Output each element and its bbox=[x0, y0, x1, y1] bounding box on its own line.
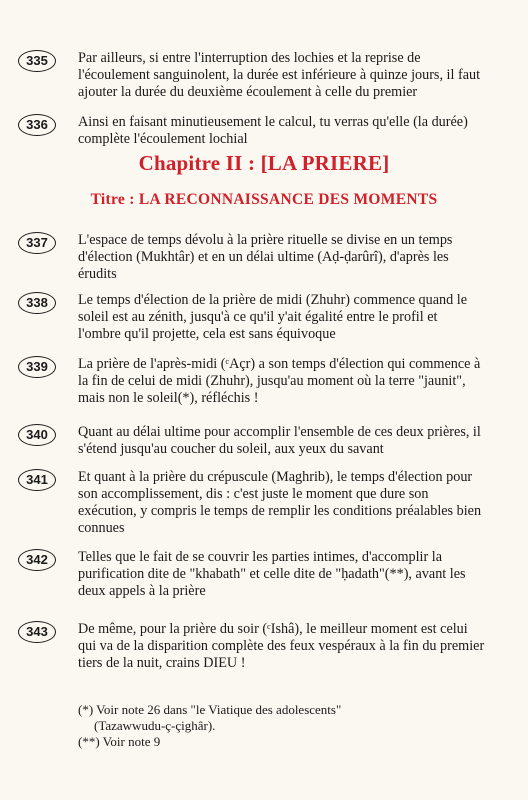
text-line: mais non le soleil(*), réfléchis ! bbox=[78, 390, 259, 406]
text-line: érudits bbox=[78, 266, 117, 282]
text-line: Le temps d'élection de la prière de midi (Zhuhr) commence quand le bbox=[78, 292, 468, 308]
text-line: l'ombre qu'il projette, cela est sans équivoque bbox=[78, 326, 336, 342]
footnotes bbox=[78, 702, 498, 750]
verse-number: 338 bbox=[18, 292, 56, 314]
text-line: la fin de celui de midi (Zhuhr), jusqu'au moment où la terre "jaunit", bbox=[78, 373, 466, 389]
text-line: l'écoulement sanguinolent, la durée est inférieure à quinze jours, il faut bbox=[78, 67, 481, 83]
verse-number: 342 bbox=[18, 549, 56, 571]
text-line: qui va de la disparition complète des feux vespéraux à la fin du premier bbox=[78, 638, 485, 654]
text-line: exécution, y compris le temps de remplir les conditions préalables bien bbox=[78, 503, 482, 519]
verse-number: 337 bbox=[18, 232, 56, 254]
text-line: De même, pour la prière du soir (ᶜIshâ), le meilleur moment est celui bbox=[78, 621, 468, 637]
verse-number: 339 bbox=[18, 356, 56, 378]
verse-number: 340 bbox=[18, 424, 56, 446]
text-line: ajouter la durée du deuxième écoulement à celle du premier bbox=[78, 84, 418, 100]
text-line: L'espace de temps dévolu à la prière rituelle se divise en un temps bbox=[78, 232, 453, 248]
text-line: Quant au délai ultime pour accomplir l'ensemble de ces deux prières, il bbox=[78, 424, 481, 440]
paragraph-text bbox=[78, 621, 510, 672]
paragraph-text bbox=[78, 114, 510, 148]
verse-number: 335 bbox=[18, 50, 56, 72]
text-line: connues bbox=[78, 520, 125, 536]
text-line: d'élection (Mukhtâr) et en un délai ultime (Aḍ-ḍarûrî), d'après les bbox=[78, 249, 449, 265]
paragraph-text bbox=[78, 50, 510, 101]
text-line: Telles que le fait de se couvrir les parties intimes, d'accomplir la bbox=[78, 549, 443, 565]
chapter-title: Chapitre II : [LA PRIERE] bbox=[138, 151, 390, 175]
paragraph-text bbox=[78, 232, 510, 283]
text-line: tiers de la nuit, crains DIEU ! bbox=[78, 655, 246, 671]
paragraph-text bbox=[78, 549, 510, 600]
footnote-line: (**) Voir note 9 bbox=[78, 734, 161, 749]
text-line: Ainsi en faisant minutieusement le calcul, tu verras qu'elle (la durée) bbox=[78, 114, 468, 130]
verse-number: 341 bbox=[18, 469, 56, 491]
text-line: soleil est au zénith, jusqu'à ce qu'il y'ait égalité entre le profil et bbox=[78, 309, 438, 325]
verse-number: 343 bbox=[18, 621, 56, 643]
text-line: s'étend jusqu'au coucher du soleil, aux yeux du savant bbox=[78, 441, 384, 457]
text-line: deux appels à la prière bbox=[78, 583, 206, 599]
text-line: purification dite de "khabath" et celle dite de "ḥadath"(**), avant les bbox=[78, 566, 466, 582]
paragraph-text bbox=[78, 469, 510, 537]
text-line: Et quant à la prière du crépuscule (Maghrib), le temps d'élection pour bbox=[78, 469, 473, 485]
text-line: La prière de l'après-midi (ᶜAçr) a son temps d'élection qui commence à bbox=[78, 356, 481, 372]
paragraph-text bbox=[78, 292, 510, 343]
footnote-line: (*) Voir note 26 dans "le Viatique des adolescents" bbox=[78, 702, 342, 717]
text-line: Par ailleurs, si entre l'interruption des lochies et la reprise de bbox=[78, 50, 421, 66]
verse-number: 336 bbox=[18, 114, 56, 136]
paragraph-text bbox=[78, 356, 510, 407]
footnote-line: (Tazawwudu-ç-çighâr). bbox=[94, 718, 216, 733]
paragraph-text bbox=[78, 424, 510, 458]
section-title: Titre : LA RECONNAISSANCE DES MOMENTS bbox=[90, 191, 438, 208]
text-line: complète l'écoulement lochial bbox=[78, 131, 248, 147]
text-line: son accomplissement, dis : c'est juste le moment que dure son bbox=[78, 486, 429, 502]
